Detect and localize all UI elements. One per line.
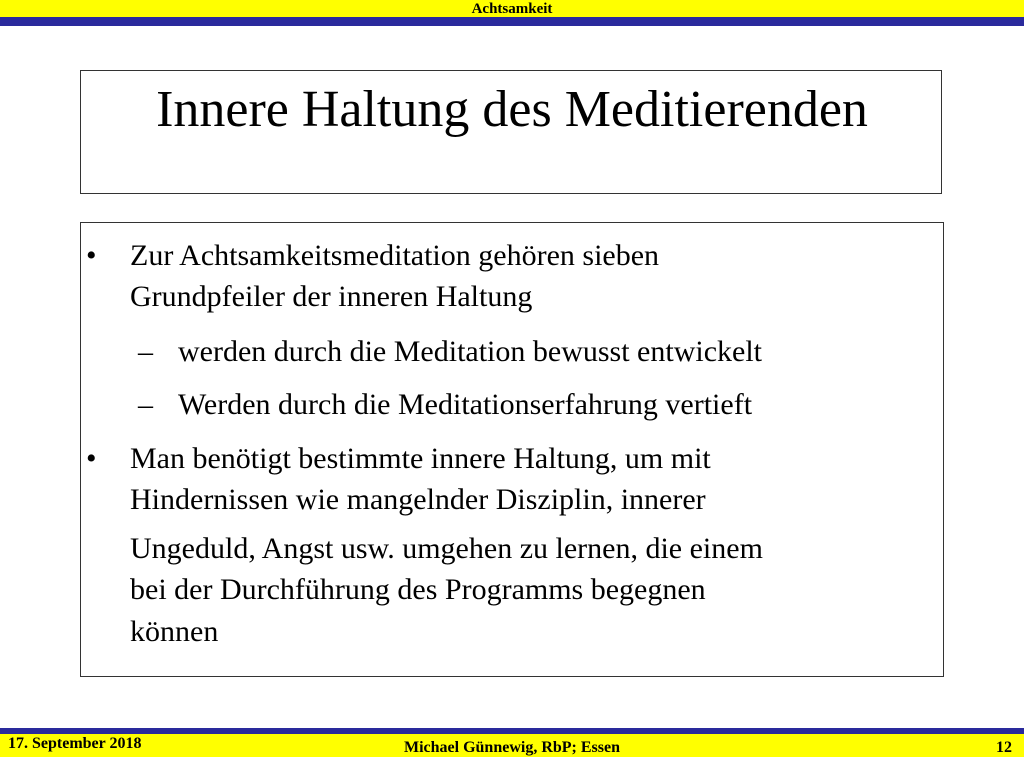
bullet-2-line-1: Man benötigt bestimmte innere Haltung, um mit [130,442,711,475]
bullet-2-line-5: können [130,615,219,648]
header-bar [0,0,1024,17]
bullet-2-line-3: Ungeduld, Angst usw. umgehen zu lernen, die einem [130,532,763,565]
sub-bullet-marker: – [138,388,153,421]
sub-bullet-2: Werden durch die Meditationserfahrung vertieft [178,388,753,421]
bullet-1-line-1: Zur Achtsamkeitsmeditation gehören sieben [130,239,660,272]
footer-author: Michael Günnewig, RbP; Essen [403,739,620,756]
bullet-2-line-4: bei der Durchführung des Programms begegnen [130,573,706,606]
footer-date: 17. September 2018 [8,735,142,752]
sub-bullet-1: werden durch die Meditation bewusst entwickelt [178,335,763,368]
bullet-1-line-2: Grundpfeiler der inneren Haltung [130,280,533,313]
sub-bullet-marker: – [138,335,153,368]
header-rule [0,17,1024,26]
slide-title: Innere Haltung des Meditierenden [156,81,868,138]
bullet-2-line-2: Hindernissen wie mangelnder Disziplin, innerer [130,483,706,516]
page-number: 12 [996,739,1012,756]
header-title: Achtsamkeit [471,1,553,17]
bullet-marker: • [86,239,97,272]
bullet-marker: • [86,442,97,475]
